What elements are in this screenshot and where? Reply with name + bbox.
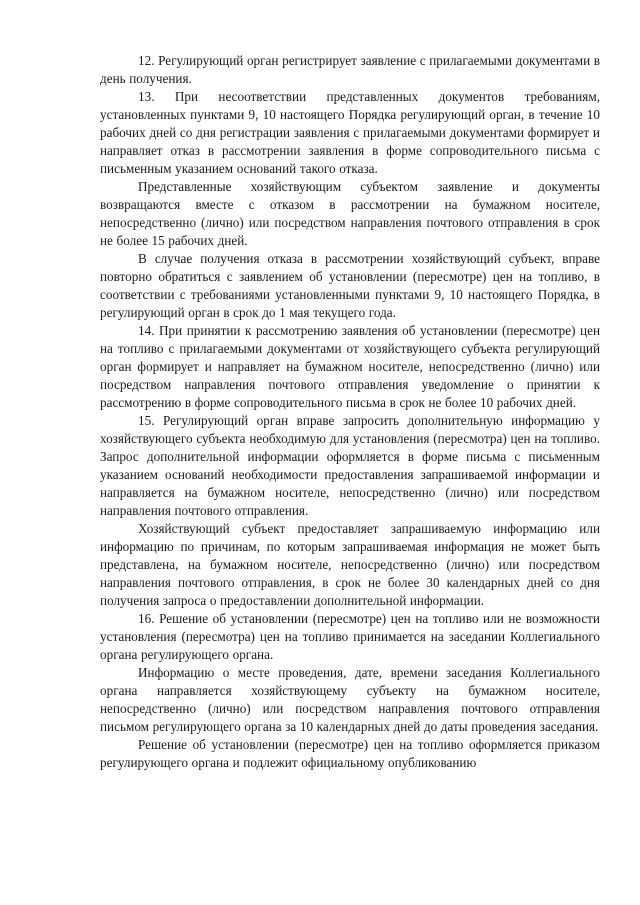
paragraph-12: 12. Регулирующий орган регистрирует заявление с прилагаемыми документами в день получения. [100,53,600,86]
paragraph-13: 13. При несоответствии представленных документов требованиям, установленных пунктами 9, 10 настоящего Порядка регулирующий орган, в течение 10 рабочих дней со дня регистрации заявления с прилагаемыми документами формирует и направляет отказ в рассмотрении заявления в форме сопроводительного письма с письменным указанием оснований такого отказа. [100,89,600,176]
paragraph-14: 14. При принятии к рассмотрению заявления об установлении (пересмотре) цен на топливо с прилагаемыми документами от хозяйствующего субъекта регулирующий орган формирует и направляет на бумажном носителе, непосредственно (лично) или посредством направления почтового отправления уведомление о принятии к рассмотрению в форме сопроводительного письма в срок не более 10 рабочих дней. [100,323,600,410]
paragraph-15-response: Хозяйствующий субъект предоставляет запрашиваемую информацию или информацию по причинам, по которым запрашиваемая информация не может быть представлена, на бумажном носителе, непосредственно (лично) или посредством направления почтового отправления, в срок не более 30 календарных дней со дня получения запроса о предоставлении дополнительной информации. [100,521,600,608]
paragraph-13-reapply: В случае получения отказа в рассмотрении хозяйствующий субъект, вправе повторно обратиться с заявлением об установлении (пересмотре) цен на топливо, в соответствии с требованиями установленными пунктами 9, 10 настоящего Порядка, в регулирующий орган в срок до 1 мая текущего года. [100,251,600,320]
paragraph-16-notice: Информацию о месте проведения, дате, времени заседания Коллегиального органа направляется хозяйствующему субъекту на бумажном носителе, непосредственно (лично) или посредством направления почтового отправления письмом регулирующего органа за 10 календарных дней до даты проведения заседания. [100,665,600,734]
paragraph-16: 16. Решение об установлении (пересмотре) цен на топливо или не возможности установления (пересмотра) цен на топливо принимается на заседании Коллегиального органа регулирующего органа. [100,611,600,662]
paragraph-16-decision: Решение об установлении (пересмотре) цен на топливо оформляется приказом регулирующего органа и подлежит официальному опубликованию [100,737,600,770]
paragraph-15: 15. Регулирующий орган вправе запросить дополнительную информацию у хозяйствующего субъекта необходимую для установления (пересмотра) цен на топливо. Запрос дополнительной информации оформляется в форме письма с письменным указанием оснований необходимости предоставления запрашиваемой информации и направляется на бумажном носителе, непосредственно (лично) или посредством направления почтового отправления. [100,413,600,518]
document-body [100,52,600,772]
paragraph-13-return: Представленные хозяйствующим субъектом заявление и документы возвращаются вместе с отказом в рассмотрении на бумажном носителе, непосредственно (лично) или посредством направления почтового отправления в срок не более 15 рабочих дней. [100,179,600,248]
